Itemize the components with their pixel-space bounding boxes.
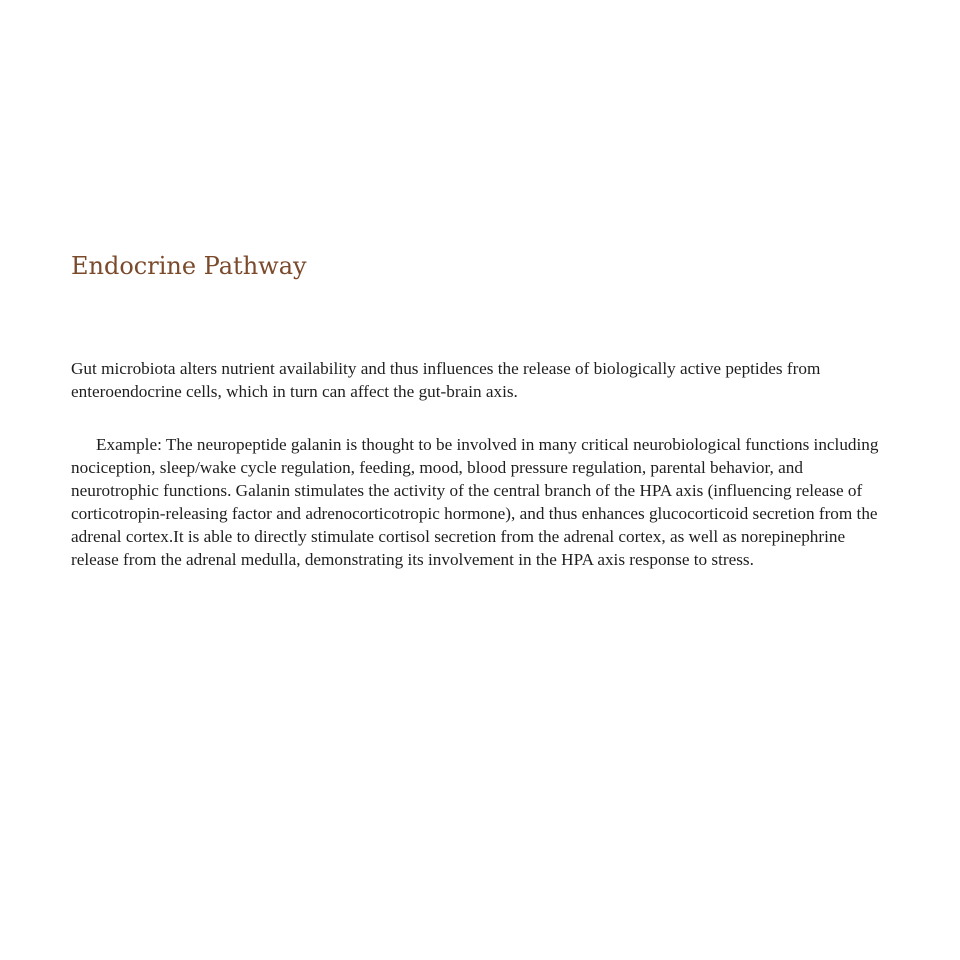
- example-paragraph: Example: The neuropeptide galanin is thought to be involved in many critical neurobiological functions including nociception, sleep/wake cycle regulation, feeding, mood, blood pressure regulation, parental behavior, and neurotrophic functions. Galanin stimulates the activity of the central branch of the HPA axis (influencing release of corticotropin-releasing factor and adrenocorticotropic hormone), and thus enhances glucocorticoid secretion from the adrenal cortex.It is able to directly stimulate cortisol secretion from the adrenal cortex, as well as norepinephrine release from the adrenal medulla, demonstrating its involvement in the HPA axis response to stress.: [71, 435, 879, 569]
- intro-paragraph: Gut microbiota alters nutrient availability and thus influences the release of biologically active peptides from enteroendocrine cells, which in turn can affect the gut-brain axis.: [71, 359, 821, 401]
- page-title: Endocrine Pathway: [71, 252, 307, 280]
